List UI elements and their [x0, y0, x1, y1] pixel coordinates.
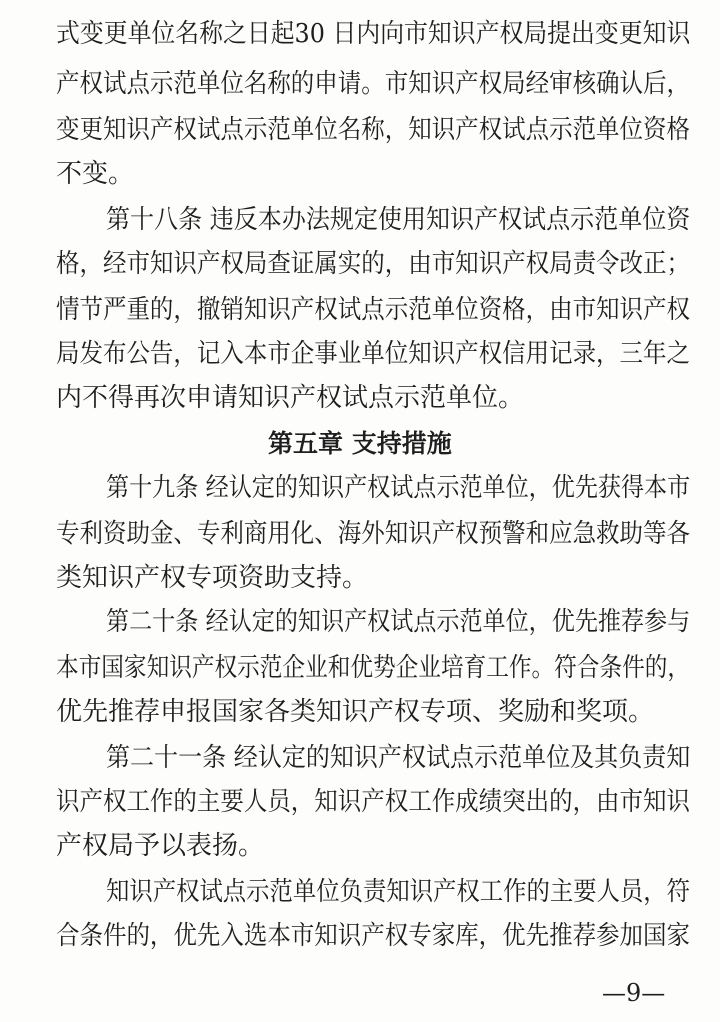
text-line: 第十九条 经认定的知识产权试点示范单位，优先获得本市	[106, 473, 691, 503]
text-line: 识产权工作的主要人员，知识产权工作成绩突出的，由市知识	[56, 787, 690, 817]
text-line: 不变。	[56, 159, 135, 189]
text-line: 第二十条 经认定的知识产权试点示范单位，优先推荐参与	[106, 607, 691, 637]
text-line: 格，经市知识产权局查证属实的，由市知识产权局责令改正；	[56, 249, 690, 279]
text-line: 第十八条 违反本办法规定使用知识产权试点示范单位资	[106, 205, 691, 235]
text-line: 产权局予以表扬。	[56, 831, 265, 861]
text-line: 式变更单位名称之日起30 日内向市知识产权局提出变更知识	[56, 19, 691, 49]
text-line: 类知识产权专项资助支持。	[56, 563, 369, 593]
text-line: 知识产权试点示范单位负责知识产权工作的主要人员，符	[106, 877, 691, 907]
text-line: 专利资助金、专利商用化、海外知识产权预警和应急救助等各	[56, 519, 690, 549]
text-line: 局发布公告，记入本市企事业单位知识产权信用记录，三年之	[56, 339, 690, 369]
text-line: 内不得再次申请知识产权试点示范单位。	[56, 383, 525, 413]
page-number: —9—	[602, 979, 666, 1007]
chapter-heading: 第五章 支持措施	[268, 429, 452, 458]
text-line: 本市国家知识产权示范企业和优势企业培育工作。符合条件的，	[56, 653, 691, 683]
text-line: 优先推荐申报国家各类知识产权专项、奖励和奖项。	[56, 697, 655, 727]
text-line: 第二十一条 经认定的知识产权试点示范单位及其负责知	[106, 743, 691, 773]
text-line: 情节严重的，撤销知识产权试点示范单位资格，由市知识产权	[56, 295, 690, 325]
text-line: 产权试点示范单位名称的申请。市知识产权局经审核确认后，	[56, 69, 690, 99]
text-line: 变更知识产权试点示范单位名称，知识产权试点示范单位资格	[56, 115, 690, 145]
text-line: 合条件的，优先入选本市知识产权专家库，优先推荐参加国家	[56, 921, 690, 951]
